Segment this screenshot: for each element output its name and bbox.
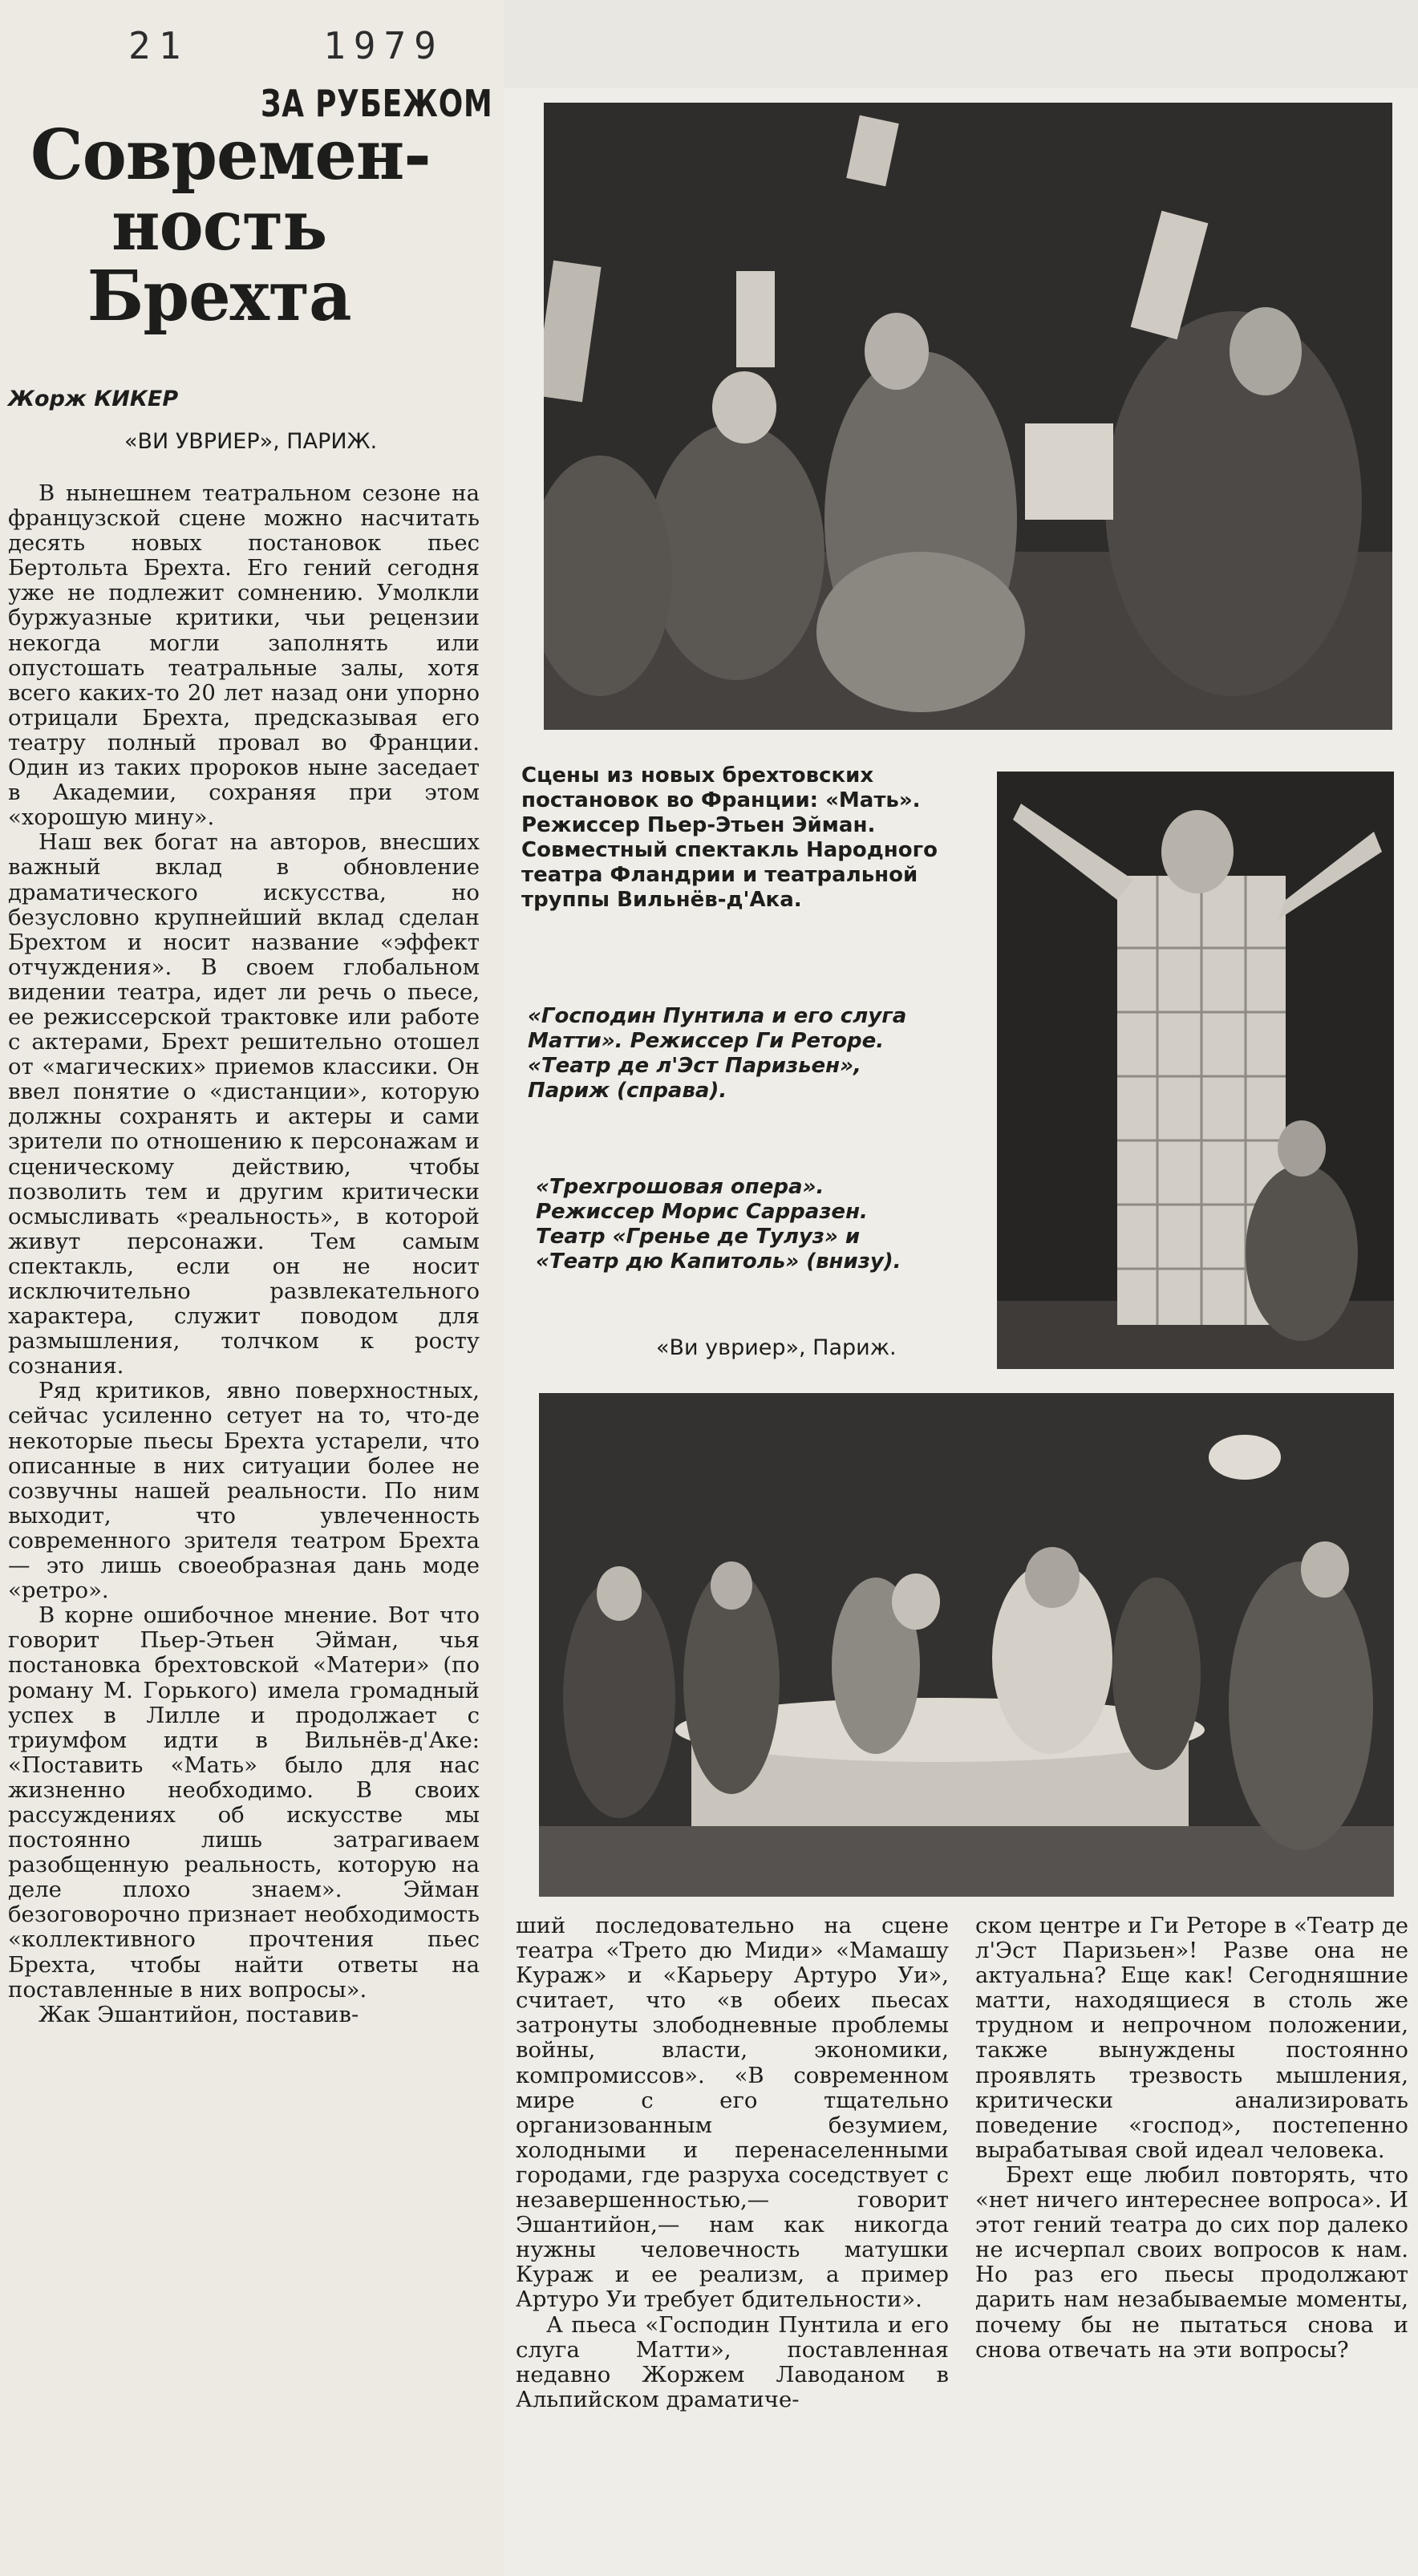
article-author: Жорж КИКЕР — [8, 387, 179, 411]
article-source: «ВИ УВРИЕР», ПАРИЖ. — [124, 429, 378, 454]
headline-line-3: Брехта — [87, 256, 351, 337]
article-paragraph: В корне ошибочное мнение. Вот что говорит Пьер-Этьен Эйман, чья постановка брехтовской «Матери» (по роману М. Горького) имела громадный успех в Лилле и продолжает с триумфом идти в Вильнёв-д'Аке: «Поставить «Мать» было для нас жизненно необходимо. В своих рассуждениях об искусстве мы постоянно лишь затрагиваем разобщенную реальность, которую на деле плохо знаем». Эйман безоговорочно признает необходимость «коллективного прочтения пьес Брехта, чтобы найти ответы на поставленные в них вопросы». — [8, 1602, 480, 2003]
date-stamp-year: 1979 — [323, 24, 444, 67]
date-stamp — [128, 24, 444, 67]
headline-line-2: ность — [111, 185, 327, 266]
caption-mother: Сцены из новых брехтовских постановок во Франции: «Мать». Режиссер Пьер-Этьен Эйман. Совместный спектакль Народного театра Фландрии и театральной труппы Вильнёв-д'Ака. — [521, 763, 938, 912]
rubric-stamp: ЗА РУБЕЖОМ — [261, 82, 493, 125]
article-paragraph: Жак Эшантийон, поставив- — [38, 2001, 359, 2027]
headline-line-1: Современ- — [30, 115, 431, 196]
article-paragraph: Ряд критиков, явно поверхностных, сейчас усиленно сетует на то, что-де некоторые пьесы Брехта устарели, что описанные в них ситуации более не созвучны нашей реальности. По ним выходит, что увлеченность современного зрителя театром Брехта — это лишь своеобразная дань моде «ретро». — [8, 1378, 480, 1604]
article-paragraph: В нынешнем театральном сезоне на французской сцене можно насчитать десять новых постановок пьес Бертольта Брехта. Его гений сегодня уже не подлежит сомнению. Умолкли буржуазные критики, чьи рецензии некогда могли заполнять или опустошать театральные залы, хотя всего каких-то 20 лет назад они упорно отрицали Брехта, предсказывая его театру полный провал во Франции. Один из таких пророков ныне заседает в Академии, сохраняя при этом «хорошую мину». — [8, 481, 480, 831]
article-column-middle — [516, 1914, 949, 2576]
stage-photo-mother — [544, 103, 1392, 730]
article-paragraph: ший последовательно на сцене театра «Трето дю Миди» «Мамашу Кураж» и «Карьеру Артуро Уи», считает, что «в обеих пьесах затронуты злободневные проблемы войны, власти, экономики, компромиссов». «В современном мире с его тщательно организованным безумием, холодными и перенаселенными городами, где разруха соседствует с незавершенностью,— говорит Эшантийон,— нам как никогда нужны человечность матушки Кураж и ее реализм, а пример Артуро Уи требует бдительности». — [516, 1914, 949, 2313]
article-paragraph: А пьеса «Господин Пунтила и его слуга Матти», поставленная недавно Жоржем Лаводаном в Альпийском драматиче- — [516, 2311, 949, 2412]
caption-puntila: «Господин Пунтила и его слуга Матти». Режиссер Ги Реторе. «Театр де л'Эст Паризьен», Париж (справа). — [528, 1004, 907, 1103]
date-stamp-day: 21 — [128, 24, 189, 67]
article-column-left — [8, 481, 480, 2576]
article-paragraph: Наш век богат на авторов, внесших важный вклад в обновление драматического искусства, но безусловно крупнейший вклад сделан Брехтом и носит название «эффект отчуждения». В своем глобальном видении театра, идет ли речь о пьесе, ее режиссерской трактовке или работе с актерами, Брехт решительно отошел от «магических» приемов классики. Он ввел понятие о «дистанции», которую должны сохранять и актеры и сами зрители по отношению к персонажам и сценическому действию, чтобы позволить тем и другим критически осмысливать «реальность», в которой живут персонажи. Тем самым спектакль, если он не носит исключительно развлекательного характера, служит поводом для размышления, толчком к росту сознания. — [8, 829, 480, 1379]
stage-photo-mother-image — [544, 103, 1392, 730]
stage-photo-threepenny-image — [539, 1393, 1394, 1897]
article-paragraph: ском центре и Ги Реторе в «Театр де л'Эст Паризьен»! Разве она не актуальна? Еще как! Сегодняшние матти, находящиеся в столь же трудном и непрочном положении, также вынуждены постоянно проявлять трезвость мышления, критически анализировать поведение «господ», постепенно вырабатывая свой идеал человека. — [975, 1914, 1408, 2163]
stage-photo-puntila-image — [997, 772, 1394, 1369]
caption-source: «Ви увриер», Париж. — [656, 1335, 897, 1360]
article-headline — [30, 115, 431, 337]
article-column-right — [975, 1914, 1408, 2576]
stage-photo-puntila — [997, 772, 1394, 1369]
article-paragraph: Брехт еще любил повторять, что «нет ничего интереснее вопроса». И этот гений театра до сих пор далеко не исчерпал своих вопросов к нам. Но раз его пьесы продолжают дарить нам незабываемые моменты, почему бы не пытаться снова и снова отвечать на эти вопросы? — [975, 2161, 1408, 2363]
stage-photo-threepenny-opera — [539, 1393, 1394, 1897]
caption-threepenny: «Трехгрошовая опера». Режиссер Морис Сарразен. Театр «Гренье де Тулуз» и «Театр дю Капитоль» (внизу). — [536, 1175, 901, 1274]
